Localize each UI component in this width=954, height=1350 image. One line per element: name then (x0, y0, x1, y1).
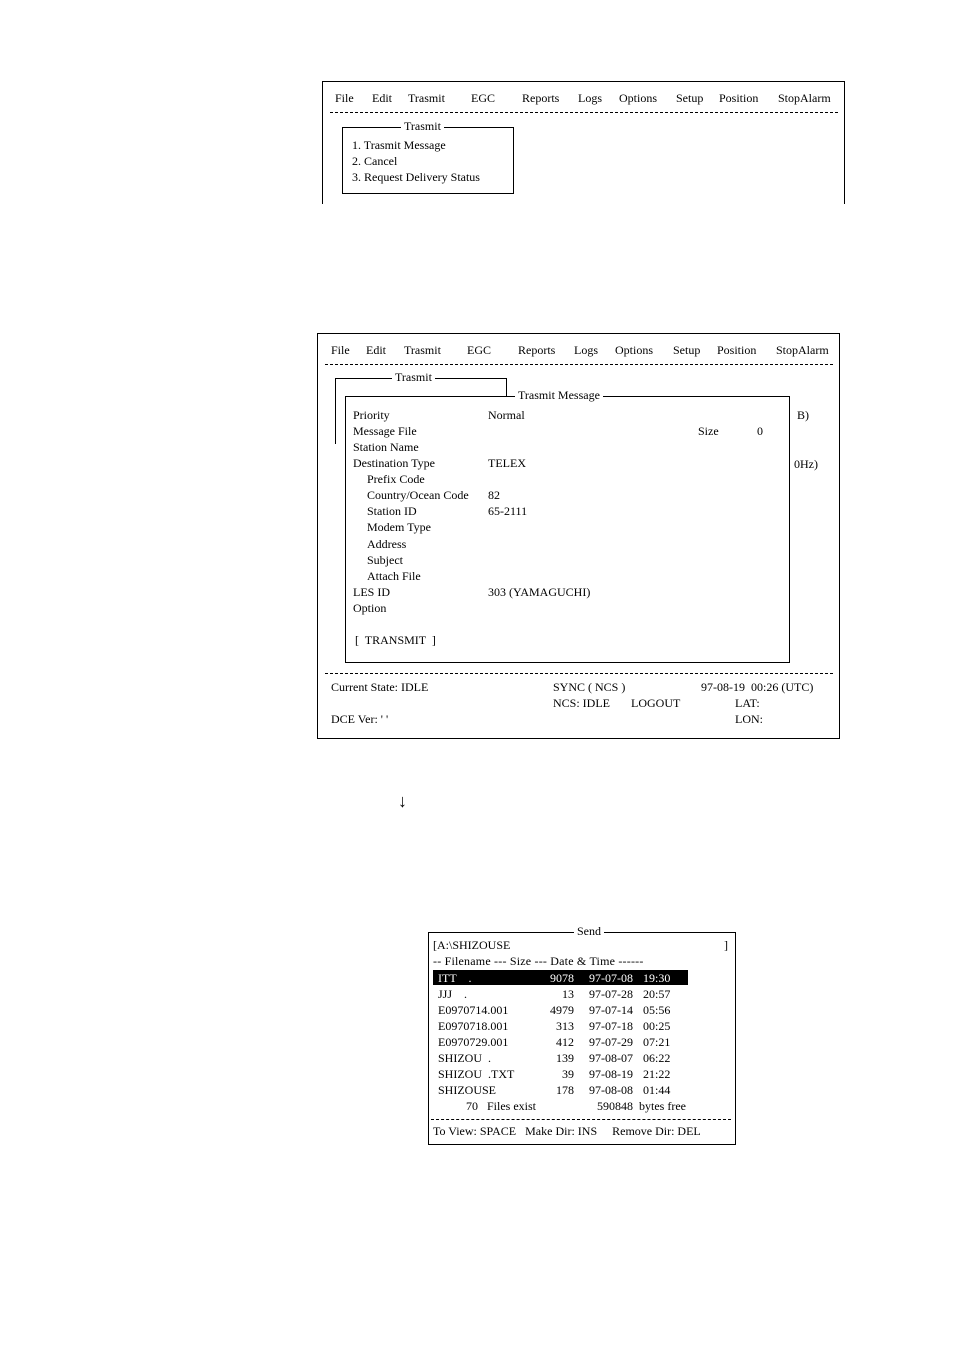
field-attach-file-label: Attach File (367, 569, 421, 583)
hidden-fragment-2: 0Hz) (794, 457, 818, 471)
menu-separator (330, 112, 838, 113)
file-date: 97-07-14 (589, 1003, 633, 1017)
field-les-id-value[interactable]: 303 (YAMAGUCHI) (488, 585, 591, 599)
file-size: 139 (556, 1051, 574, 1065)
send-footer-separator (431, 1119, 731, 1120)
menu-egc[interactable]: EGC (467, 343, 491, 357)
field-station-name-label: Station Name (353, 440, 419, 454)
transmit-menu-item-message[interactable]: 1. Trasmit Message (352, 138, 446, 152)
menu-file[interactable]: File (331, 343, 350, 357)
transmit-menu-title: Trasmit (401, 119, 444, 133)
file-name: SHIZOU .TXT (438, 1067, 515, 1081)
file-date: 97-07-29 (589, 1035, 633, 1049)
file-time: 21:22 (643, 1067, 671, 1081)
file-name: E0970718.001 (438, 1019, 509, 1033)
file-date: 97-08-19 (589, 1067, 633, 1081)
file-date: 97-08-08 (589, 1083, 633, 1097)
outer-transmit-title: Trasmit (392, 370, 435, 384)
screen1-top-border (322, 81, 845, 82)
file-name: E0970729.001 (438, 1035, 509, 1049)
screen1-left-border (322, 81, 323, 204)
menu-egc[interactable]: EGC (471, 91, 495, 105)
field-les-id-label: LES ID (353, 585, 390, 599)
field-destination-type-label: Destination Type (353, 456, 435, 470)
file-name: ITT . (438, 971, 472, 985)
transmit-button[interactable]: [ TRANSMIT ] (355, 633, 436, 647)
file-size: 13 (562, 987, 574, 1001)
file-name: JJJ . (438, 987, 468, 1001)
file-time: 00:25 (643, 1019, 671, 1033)
outer-transmit-left (335, 378, 336, 444)
sync-status: SYNC ( NCS ) (553, 680, 626, 694)
screen1-right-border (844, 81, 845, 204)
field-option-label: Option (353, 601, 387, 615)
down-arrow-icon: ↓ (398, 791, 407, 811)
datetime: 97-08-19 00:26 (UTC) (701, 680, 814, 694)
file-name: SHIZOU . (438, 1051, 491, 1065)
file-size: 178 (556, 1083, 574, 1097)
menu-file[interactable]: File (335, 91, 354, 105)
menu-logs[interactable]: Logs (574, 343, 598, 357)
send-path-end: ] (724, 938, 728, 952)
size-label: Size (698, 424, 719, 438)
menu-options[interactable]: Options (615, 343, 654, 357)
field-address-label: Address (367, 537, 407, 551)
hidden-fragment-1: B) (797, 408, 809, 422)
menu-setup[interactable]: Setup (676, 91, 704, 105)
menu-position[interactable]: Position (719, 91, 759, 105)
latitude: LAT: (735, 696, 760, 710)
file-name: E0970714.001 (438, 1003, 509, 1017)
file-size: 9078 (550, 971, 574, 985)
menu-separator-2 (325, 364, 833, 365)
field-country-code-value[interactable]: 82 (488, 488, 500, 502)
file-size: 412 (556, 1035, 574, 1049)
outer-transmit-right (506, 378, 507, 396)
bytes-free: 590848 bytes free (597, 1099, 686, 1113)
file-time: 07:21 (643, 1035, 671, 1049)
file-size: 313 (556, 1019, 574, 1033)
file-size: 4979 (550, 1003, 574, 1017)
status-separator (325, 673, 833, 674)
menu-edit[interactable]: Edit (366, 343, 386, 357)
field-message-file-label: Message File (353, 424, 417, 438)
field-station-id-value[interactable]: 65-2111 (488, 504, 528, 518)
field-priority-label: Priority (353, 408, 390, 422)
field-prefix-code-label: Prefix Code (367, 472, 425, 486)
menu-logs[interactable]: Logs (578, 91, 602, 105)
file-time: 19:30 (643, 971, 671, 985)
menu-position[interactable]: Position (717, 343, 757, 357)
field-priority-value[interactable]: Normal (488, 408, 525, 422)
transmit-message-title: Trasmit Message (515, 388, 603, 402)
file-date: 97-07-08 (589, 971, 633, 985)
field-modem-type-label: Modem Type (367, 520, 431, 534)
file-size: 39 (562, 1067, 574, 1081)
file-date: 97-07-28 (589, 987, 633, 1001)
field-subject-label: Subject (367, 553, 403, 567)
file-name: SHIZOUSE (438, 1083, 497, 1097)
send-footer-help: To View: SPACE Make Dir: INS Remove Dir: DEL (433, 1124, 701, 1138)
field-country-code-label: Country/Ocean Code (367, 488, 469, 502)
send-path: [A:\SHIZOUSE (433, 938, 511, 952)
field-destination-type-value[interactable]: TELEX (488, 456, 526, 470)
menu-setup[interactable]: Setup (673, 343, 701, 357)
menu-stopalarm[interactable]: StopAlarm (776, 343, 829, 357)
file-time: 05:56 (643, 1003, 671, 1017)
current-state: Current State: IDLE (331, 680, 429, 694)
menu-edit[interactable]: Edit (372, 91, 392, 105)
transmit-menu-item-status[interactable]: 3. Request Delivery Status (352, 170, 480, 184)
file-time: 20:57 (643, 987, 671, 1001)
file-list-header: -- Filename --- Size --- Date & Time ------ (433, 954, 644, 968)
menu-stopalarm[interactable]: StopAlarm (778, 91, 831, 105)
send-dialog-title: Send (574, 924, 604, 938)
dce-version: DCE Ver: ' ' (331, 712, 389, 726)
logout-status: LOGOUT (631, 696, 681, 710)
file-date: 97-07-18 (589, 1019, 633, 1033)
ncs-status: NCS: IDLE (553, 696, 610, 710)
file-date: 97-08-07 (589, 1051, 633, 1065)
field-station-id-label: Station ID (367, 504, 417, 518)
file-time: 06:22 (643, 1051, 671, 1065)
menu-transmit[interactable]: Trasmit (404, 343, 441, 357)
size-value: 0 (757, 424, 763, 438)
menu-options[interactable]: Options (619, 91, 658, 105)
longitude: LON: (735, 712, 763, 726)
files-count: 70 Files exist (466, 1099, 537, 1113)
menu-transmit[interactable]: Trasmit (408, 91, 445, 105)
file-time: 01:44 (643, 1083, 671, 1097)
transmit-menu-item-cancel[interactable]: 2. Cancel (352, 154, 398, 168)
menu-reports[interactable]: Reports (518, 343, 556, 357)
menu-reports[interactable]: Reports (522, 91, 560, 105)
